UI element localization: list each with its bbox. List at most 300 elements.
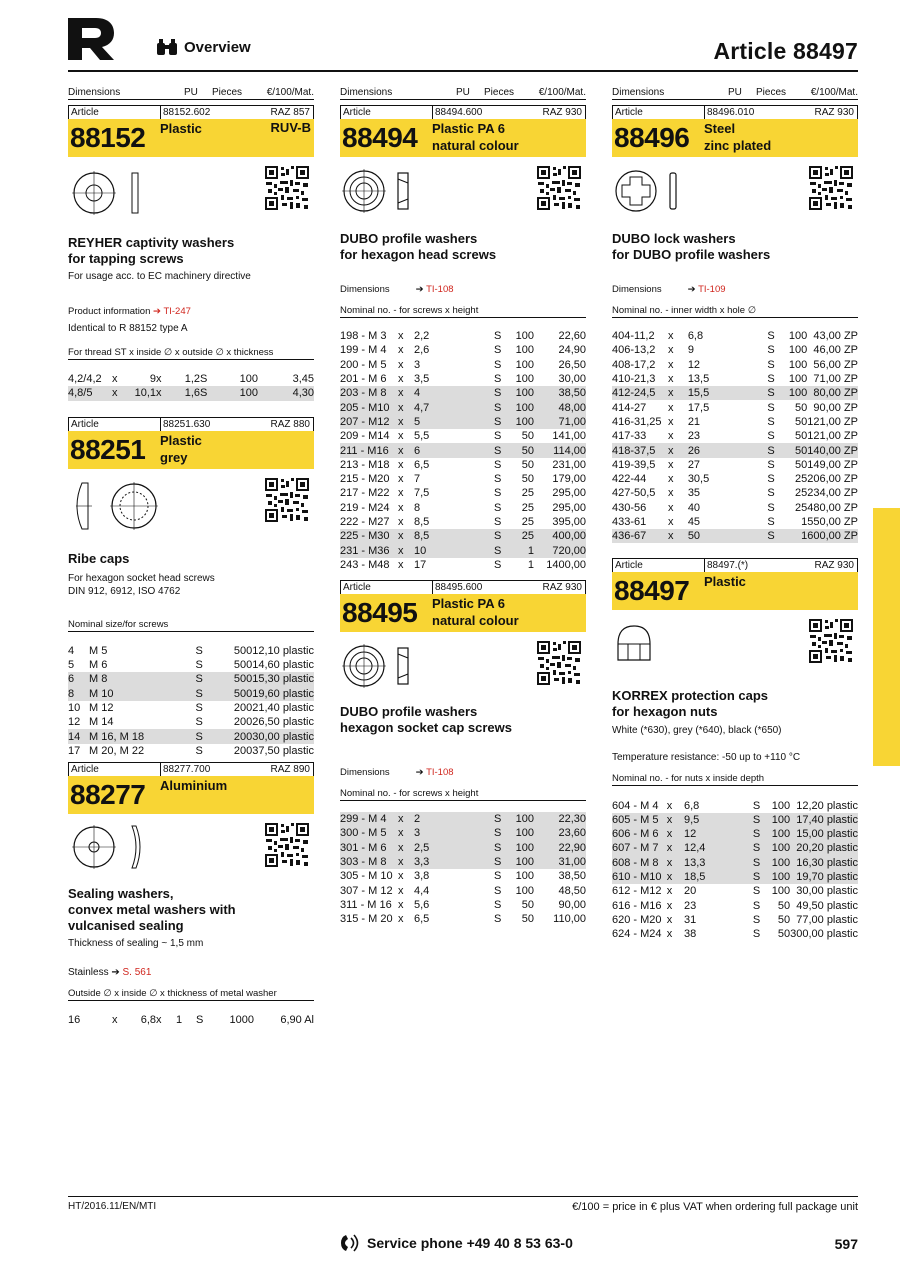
table-cell: 80,00 ZP: [807, 386, 858, 400]
table-cell: 2,6: [414, 344, 430, 357]
table-cell: 100: [508, 812, 534, 826]
qr-code[interactable]: [808, 618, 854, 664]
table-row: [612, 472, 858, 486]
table-cell: 720,00: [534, 543, 586, 557]
table-cell: M 12: [89, 701, 114, 714]
phone-icon: [340, 1233, 362, 1253]
table-cell: 20,20 plastic: [790, 841, 858, 855]
table-cell: 307 - M 12: [340, 884, 393, 897]
table-row: [68, 729, 314, 743]
table-cell: x: [398, 373, 404, 386]
table-cell: 6,90 Al: [280, 1014, 314, 1027]
table-cell: 46,00 ZP: [813, 344, 858, 357]
table-cell: 12: [687, 358, 701, 371]
article-88496: Article 88496.010 RAZ 930 88496 Steel zinc plated DUBO lock washers for DUBO profile washers Dimensions ➔ TI-109 Nominal no. - inner width x hole ∅ 404-11,2 x 6,8 S 100 43,00 ZP 406-13,2 x 9 S 100 46,00 ZP 408-17,2 x 12 S 100 56,00 ZP 410-21,3 x 13,5 S 100 71,00 ZP 412-24,5 x 15,5 S 100 80,00 ZP 414-27 x 17,5 S 50 90,00 ZP 416-31,25 x 21 S 50 121,00 ZP 417-33 x 23 S 50 121,00 ZP 418-37,5 x 26 S 50 140,00 ZP 419-39,5 x 27 S 50 149,00 ZP 422-44 x 30,5 S 25 206,00 ZP 427-50,5 x 35 S 25 234,00 ZP 430-56 x 40 S 25 480,00 ZP 433-61 x 45 S 1 550,00 ZP 436-67 x 50 S 1 600,00 ZP: [612, 107, 858, 543]
table-cell: x: [398, 870, 404, 883]
binoculars-icon: [156, 38, 178, 56]
table-cell: 295,00: [552, 501, 586, 514]
article-table: [68, 372, 314, 401]
table-cell: S: [494, 400, 508, 414]
table-cell: 3,3: [414, 855, 494, 869]
table-cell: 26: [688, 443, 768, 457]
table-cell: 100: [766, 813, 791, 827]
table-cell: S: [752, 913, 761, 926]
table-cell: 19,60 plastic: [252, 687, 314, 700]
table-cell: S: [494, 812, 508, 826]
table-cell: 607 - M 7: [612, 841, 667, 855]
table-cell: 50: [777, 913, 791, 926]
table-cell: x: [667, 430, 674, 443]
table-cell: 31,00: [534, 855, 586, 869]
qr-code[interactable]: [808, 165, 854, 211]
table-cell: S: [767, 443, 781, 457]
table-cell: x: [398, 501, 404, 514]
table-row: [612, 841, 858, 855]
table-cell: 24,90: [558, 344, 586, 357]
table-row: [612, 386, 858, 400]
table-row: [68, 686, 314, 700]
table-cell: x: [667, 401, 674, 414]
table-cell: 6,8: [140, 1014, 156, 1027]
table-cell: S: [200, 386, 218, 400]
table-cell: x: [398, 344, 404, 357]
protection-cap-drawing: [614, 622, 674, 662]
table-cell: 37,50 plastic: [252, 744, 314, 757]
table-cell: 100: [515, 358, 534, 371]
table-cell: S: [494, 443, 508, 457]
table-cell: S: [752, 899, 761, 912]
table-row: [612, 884, 858, 898]
table-cell: 1: [527, 558, 534, 571]
table-cell: 211 - M16: [340, 443, 398, 457]
table-cell: S: [494, 855, 508, 869]
page-title: Article 88497: [713, 38, 858, 64]
table-cell: 149,00 ZP: [807, 458, 858, 471]
table-cell: 110,00: [553, 913, 586, 926]
table-cell: 1,6: [176, 386, 200, 400]
table-cell: 13,3: [684, 856, 753, 870]
table-cell: x: [398, 358, 404, 371]
table-cell: S: [494, 841, 508, 855]
table-cell: 100: [788, 373, 808, 386]
table-cell: 50: [794, 401, 808, 414]
table-row: [340, 343, 586, 357]
table-cell: 100: [515, 373, 534, 386]
table-cell: 6,8: [684, 799, 700, 812]
table-row: [612, 415, 858, 429]
table-cell: 427-50,5: [612, 487, 656, 500]
table-row: [612, 429, 858, 443]
table-cell: x: [667, 827, 684, 841]
table-cell: 12,20 plastic: [796, 799, 858, 812]
ribe-cap-drawing: [72, 479, 162, 533]
table-cell: S: [753, 827, 766, 841]
table-cell: S: [494, 415, 508, 429]
table-cell: 200: [233, 716, 253, 729]
column-header: Dimensions PU Pieces €/100/Mat.: [68, 87, 314, 98]
table-cell: x: [398, 473, 404, 486]
table-cell: 6,5: [414, 913, 430, 926]
table-cell: S: [494, 826, 508, 840]
table-cell: 17: [68, 744, 81, 757]
table-cell: x: [112, 1014, 118, 1027]
table-row: [612, 515, 858, 529]
table-cell: 21: [687, 415, 701, 428]
table-cell: 30,5: [687, 473, 710, 486]
ti-108-link[interactable]: TI-108: [426, 284, 454, 295]
column-header: Dimensions PU Pieces €/100/Mat.: [612, 87, 858, 98]
table-cell: 8: [68, 686, 89, 700]
table-cell: S: [196, 686, 213, 700]
table-cell: 17,5: [687, 401, 710, 414]
table-cell: 414-27: [612, 401, 647, 414]
table-cell: 480,00 ZP: [807, 501, 858, 514]
table-row: [340, 826, 586, 840]
table-cell: 624 - M24: [612, 928, 662, 941]
article-number: 88251: [70, 433, 146, 465]
table-cell: 50: [521, 913, 534, 926]
table-cell: 10: [68, 701, 81, 714]
article-table: [612, 798, 858, 941]
article-table: [68, 644, 314, 758]
article-table: [340, 812, 586, 926]
table-row: [340, 558, 586, 572]
table-cell: S: [767, 516, 775, 528]
table-cell: 100: [515, 330, 534, 343]
table-cell: x: [666, 899, 673, 912]
table-cell: S: [494, 501, 502, 514]
table-cell: S: [196, 729, 213, 743]
table-cell: S: [767, 430, 775, 443]
table-row: [612, 529, 858, 543]
table-cell: S: [752, 885, 761, 898]
table-cell: 12,10 plastic: [252, 644, 314, 657]
reyher-logo: [66, 16, 116, 62]
table-cell: 3,45: [292, 373, 314, 386]
table-cell: S: [494, 558, 502, 571]
table-cell: S: [494, 330, 502, 343]
table-cell: 612 - M12: [612, 885, 662, 898]
table-cell: S: [494, 487, 502, 500]
table-cell: 6,5: [414, 458, 430, 471]
table-cell: 500: [233, 644, 253, 657]
table-cell: 43,00 ZP: [813, 330, 858, 343]
profile-washer-drawing: [342, 167, 422, 215]
captivity-washer-drawing: [72, 169, 152, 217]
table-cell: 604 - M 4: [612, 799, 659, 812]
table-cell: 100: [766, 841, 791, 855]
side-tab-marker: [873, 508, 900, 766]
table-cell: x: [398, 884, 404, 897]
table-cell: 25: [521, 487, 534, 500]
table-cell: 48,00: [534, 400, 586, 414]
table-row: [340, 429, 586, 443]
ti-109-link[interactable]: TI-109: [698, 284, 726, 295]
profile-washer-drawing: [342, 642, 422, 690]
table-cell: x: [667, 415, 674, 428]
table-cell: 215 - M20: [340, 473, 390, 486]
table-cell: S: [753, 856, 766, 870]
table-cell: S: [195, 659, 203, 672]
table-cell: 416-31,25: [612, 415, 662, 428]
table-cell: x: [667, 841, 684, 855]
table-row: [612, 329, 858, 343]
table-cell: x: [398, 913, 404, 926]
service-phone[interactable]: Service phone +49 40 8 53 63-0: [340, 1233, 573, 1253]
table-cell: 25: [521, 501, 534, 514]
table-cell: 408-17,2: [612, 358, 656, 371]
article-number: 88497: [614, 575, 690, 607]
table-cell: 200: [233, 701, 253, 714]
table-row: [340, 329, 586, 343]
table-cell: M 5: [89, 644, 108, 657]
table-cell: 299 - M 4: [340, 812, 398, 826]
table-cell: 231,00: [552, 458, 586, 471]
table-cell: 50: [777, 899, 791, 912]
table-cell: 395,00: [552, 516, 586, 528]
table-cell: 1: [801, 516, 808, 528]
table-cell: 12: [684, 827, 753, 841]
table-cell: x: [112, 373, 118, 386]
table-cell: S: [767, 415, 775, 428]
table-cell: S: [767, 529, 781, 543]
table-cell: 10,1: [132, 386, 156, 400]
qr-code[interactable]: [264, 822, 310, 868]
table-cell: 50: [521, 898, 534, 911]
page-number: 597: [834, 1236, 858, 1252]
table-cell: S: [752, 799, 761, 812]
table-cell: 4: [414, 386, 494, 400]
ti-247-link[interactable]: TI-247: [163, 306, 191, 317]
table-row: [340, 415, 586, 429]
table-cell: 21,40 plastic: [252, 701, 314, 714]
table-cell: 25: [794, 473, 808, 486]
table-row: [340, 884, 586, 898]
table-cell: 23: [684, 899, 697, 912]
table-cell: 9,5: [684, 813, 753, 827]
table-cell: S: [494, 458, 502, 471]
table-cell: x: [668, 386, 688, 400]
qr-code[interactable]: [536, 165, 582, 211]
table-cell: 71,00 ZP: [813, 373, 858, 386]
table-cell: 100: [788, 330, 808, 343]
table-row: [612, 927, 858, 941]
table-cell: 295,00: [552, 487, 586, 500]
table-cell: x: [666, 885, 673, 898]
article-number: 88152: [70, 122, 146, 153]
table-cell: 23,60: [534, 826, 586, 840]
table-cell: 3,5: [414, 373, 430, 386]
table-cell: 200 - M 5: [340, 358, 387, 371]
table-cell: 1000: [229, 1014, 254, 1027]
table-cell: S: [494, 529, 508, 543]
article-table: [340, 329, 586, 572]
table-cell: 4: [68, 644, 75, 657]
table-cell: S: [195, 644, 203, 657]
table-cell: 50: [521, 430, 534, 443]
table-cell: 200: [233, 744, 253, 757]
table-row: [340, 472, 586, 486]
table-cell: 121,00 ZP: [807, 430, 858, 443]
table-cell: S: [767, 386, 781, 400]
table-cell: S: [753, 841, 766, 855]
table-row: [340, 458, 586, 472]
ti-108-link[interactable]: TI-108: [426, 767, 454, 779]
table-cell: 1: [176, 1014, 183, 1027]
table-cell: 48,50: [558, 884, 586, 897]
table-cell: 430-56: [612, 501, 647, 514]
table-cell: 71,00: [534, 415, 586, 429]
table-cell: 608 - M 8: [612, 856, 667, 870]
table-cell: 1,2: [184, 373, 200, 386]
table-cell: 422-44: [612, 473, 647, 486]
table-cell: 22,90: [534, 841, 586, 855]
table-cell: 25: [794, 501, 808, 514]
table-cell: 433-61: [612, 516, 647, 528]
table-cell: 38,50: [558, 870, 586, 883]
table-cell: 77,00 plastic: [796, 913, 858, 926]
table-cell: M 20, M 22: [89, 744, 145, 757]
table-cell: 50: [794, 458, 808, 471]
table-cell: x: [667, 487, 674, 500]
table-row: [340, 912, 586, 926]
table-cell: 311 - M 16: [340, 898, 392, 911]
table-cell: 206,00 ZP: [807, 473, 858, 486]
table-cell: 50: [508, 443, 534, 457]
table-cell: 5,5: [414, 430, 430, 443]
table-cell: S: [767, 458, 775, 471]
table-row: [612, 501, 858, 515]
table-cell: 40: [687, 501, 701, 514]
table-cell: 100: [766, 827, 791, 841]
table-cell: x: [398, 543, 414, 557]
table-cell: 436-67: [612, 529, 668, 543]
table-cell: 35: [687, 487, 701, 500]
table-cell: 100: [218, 386, 258, 400]
article-88152: Article 88152.602 RAZ 857 88152 Plastic RUV-B REYHER captivity washers for tapping screws For usage acc. to EC machinery directive Product information ➔ TI-247 Identical to R 88152 type A For thread ST x inside ∅ x outside ∅ x thickness 4,2/4,2 x 9 x 1,2 S 100 3,45 4,8/5 x 10,1 x 1,6 S 100 4,30: [68, 107, 314, 400]
qr-code[interactable]: [264, 165, 310, 211]
column-2: [340, 86, 586, 926]
table-cell: 22,60: [558, 330, 586, 343]
table-cell: 419-39,5: [612, 458, 656, 471]
table-row: [340, 501, 586, 515]
overview-heading: Overview: [156, 38, 251, 56]
table-row: [612, 813, 858, 827]
table-cell: 30,00: [558, 373, 586, 386]
table-cell: S: [767, 487, 775, 500]
table-cell: 606 - M 6: [612, 827, 667, 841]
table-cell: 17: [414, 558, 427, 571]
table-cell: 300 - M 5: [340, 826, 398, 840]
table-cell: 100: [508, 855, 534, 869]
table-cell: 201 - M 6: [340, 373, 387, 386]
column-header: Dimensions PU Pieces €/100/Mat.: [340, 87, 586, 98]
table-cell: x: [398, 898, 404, 911]
table-row: [340, 486, 586, 500]
table-cell: 16,30 plastic: [790, 856, 858, 870]
sealing-washer-drawing: [72, 822, 152, 872]
table-cell: 100: [508, 826, 534, 840]
table-cell: 140,00 ZP: [807, 444, 858, 457]
table-row: [340, 543, 586, 557]
table-cell: 100: [239, 373, 258, 386]
table-cell: S: [494, 884, 502, 897]
table-cell: 20: [684, 885, 697, 898]
table-cell: 400,00: [534, 529, 586, 543]
table-row: [612, 827, 858, 841]
table-cell: S: [195, 701, 203, 714]
table-cell: 18,5: [684, 870, 753, 884]
table-cell: 213 - M18: [340, 458, 390, 471]
table-cell: 209 - M14: [340, 430, 390, 443]
table-cell: 100: [781, 386, 807, 400]
table-row: [340, 529, 586, 543]
table-cell: 9: [687, 344, 694, 357]
table-cell: x: [398, 400, 414, 414]
table-row: [68, 744, 314, 758]
table-cell: 50: [688, 529, 768, 543]
table-cell: 13,5: [687, 373, 710, 386]
table-cell: x: [112, 386, 132, 400]
table-cell: 234,00 ZP: [807, 487, 858, 500]
table-cell: M 14: [89, 716, 114, 729]
table-cell: 50: [794, 430, 808, 443]
table-cell: S: [767, 373, 775, 386]
qr-code[interactable]: [264, 477, 310, 523]
table-cell: 205 - M10: [340, 400, 398, 414]
table-cell: 12: [68, 716, 81, 729]
table-cell: x: [667, 870, 684, 884]
table-cell: 50: [521, 458, 534, 471]
table-cell: x: [667, 473, 674, 486]
table-cell: 7: [414, 473, 421, 486]
table-cell: S: [752, 928, 761, 941]
lock-washer-drawing: [612, 167, 692, 215]
table-cell: S: [195, 716, 203, 729]
table-cell: S: [767, 358, 775, 371]
table-cell: 5: [68, 659, 75, 672]
table-cell: S: [767, 401, 775, 414]
table-cell: 49,50 plastic: [796, 899, 858, 912]
table-row: [68, 672, 314, 686]
table-cell: S: [767, 344, 775, 357]
table-cell: 231 - M36: [340, 543, 398, 557]
table-row: [68, 644, 314, 658]
table-cell: 100: [766, 856, 791, 870]
article-88277: Article 88277.700 RAZ 890 88277 Aluminium Sealing washers, convex metal washers with vulcanised sealing Thickness of sealing ~ 1,5 mm Stainless ➔ S. 561 Outside ∅ x inside ∅ x thickness of metal washer 16 x 6,8 x 1 S 1000 6,90 Al: [68, 763, 314, 1027]
table-cell: x: [398, 330, 404, 343]
table-row: [340, 372, 586, 386]
article-number: 88496: [614, 122, 690, 153]
table-row: [340, 855, 586, 869]
qr-code[interactable]: [536, 640, 582, 686]
table-cell: 4,4: [414, 884, 430, 897]
table-row: [68, 701, 314, 715]
table-row: [612, 486, 858, 500]
stainless-link[interactable]: S. 561: [122, 966, 152, 978]
table-cell: x: [667, 330, 674, 343]
table-cell: 4,8/5: [68, 386, 112, 400]
table-cell: 100: [515, 344, 534, 357]
table-cell: x: [156, 1014, 162, 1027]
table-cell: 300,00 plastic: [790, 928, 858, 941]
table-cell: S: [494, 386, 508, 400]
table-cell: x: [667, 344, 674, 357]
table-cell: 412-24,5: [612, 386, 668, 400]
table-cell: 406-13,2: [612, 344, 656, 357]
table-cell: 50: [521, 473, 534, 486]
table-row: [340, 386, 586, 400]
